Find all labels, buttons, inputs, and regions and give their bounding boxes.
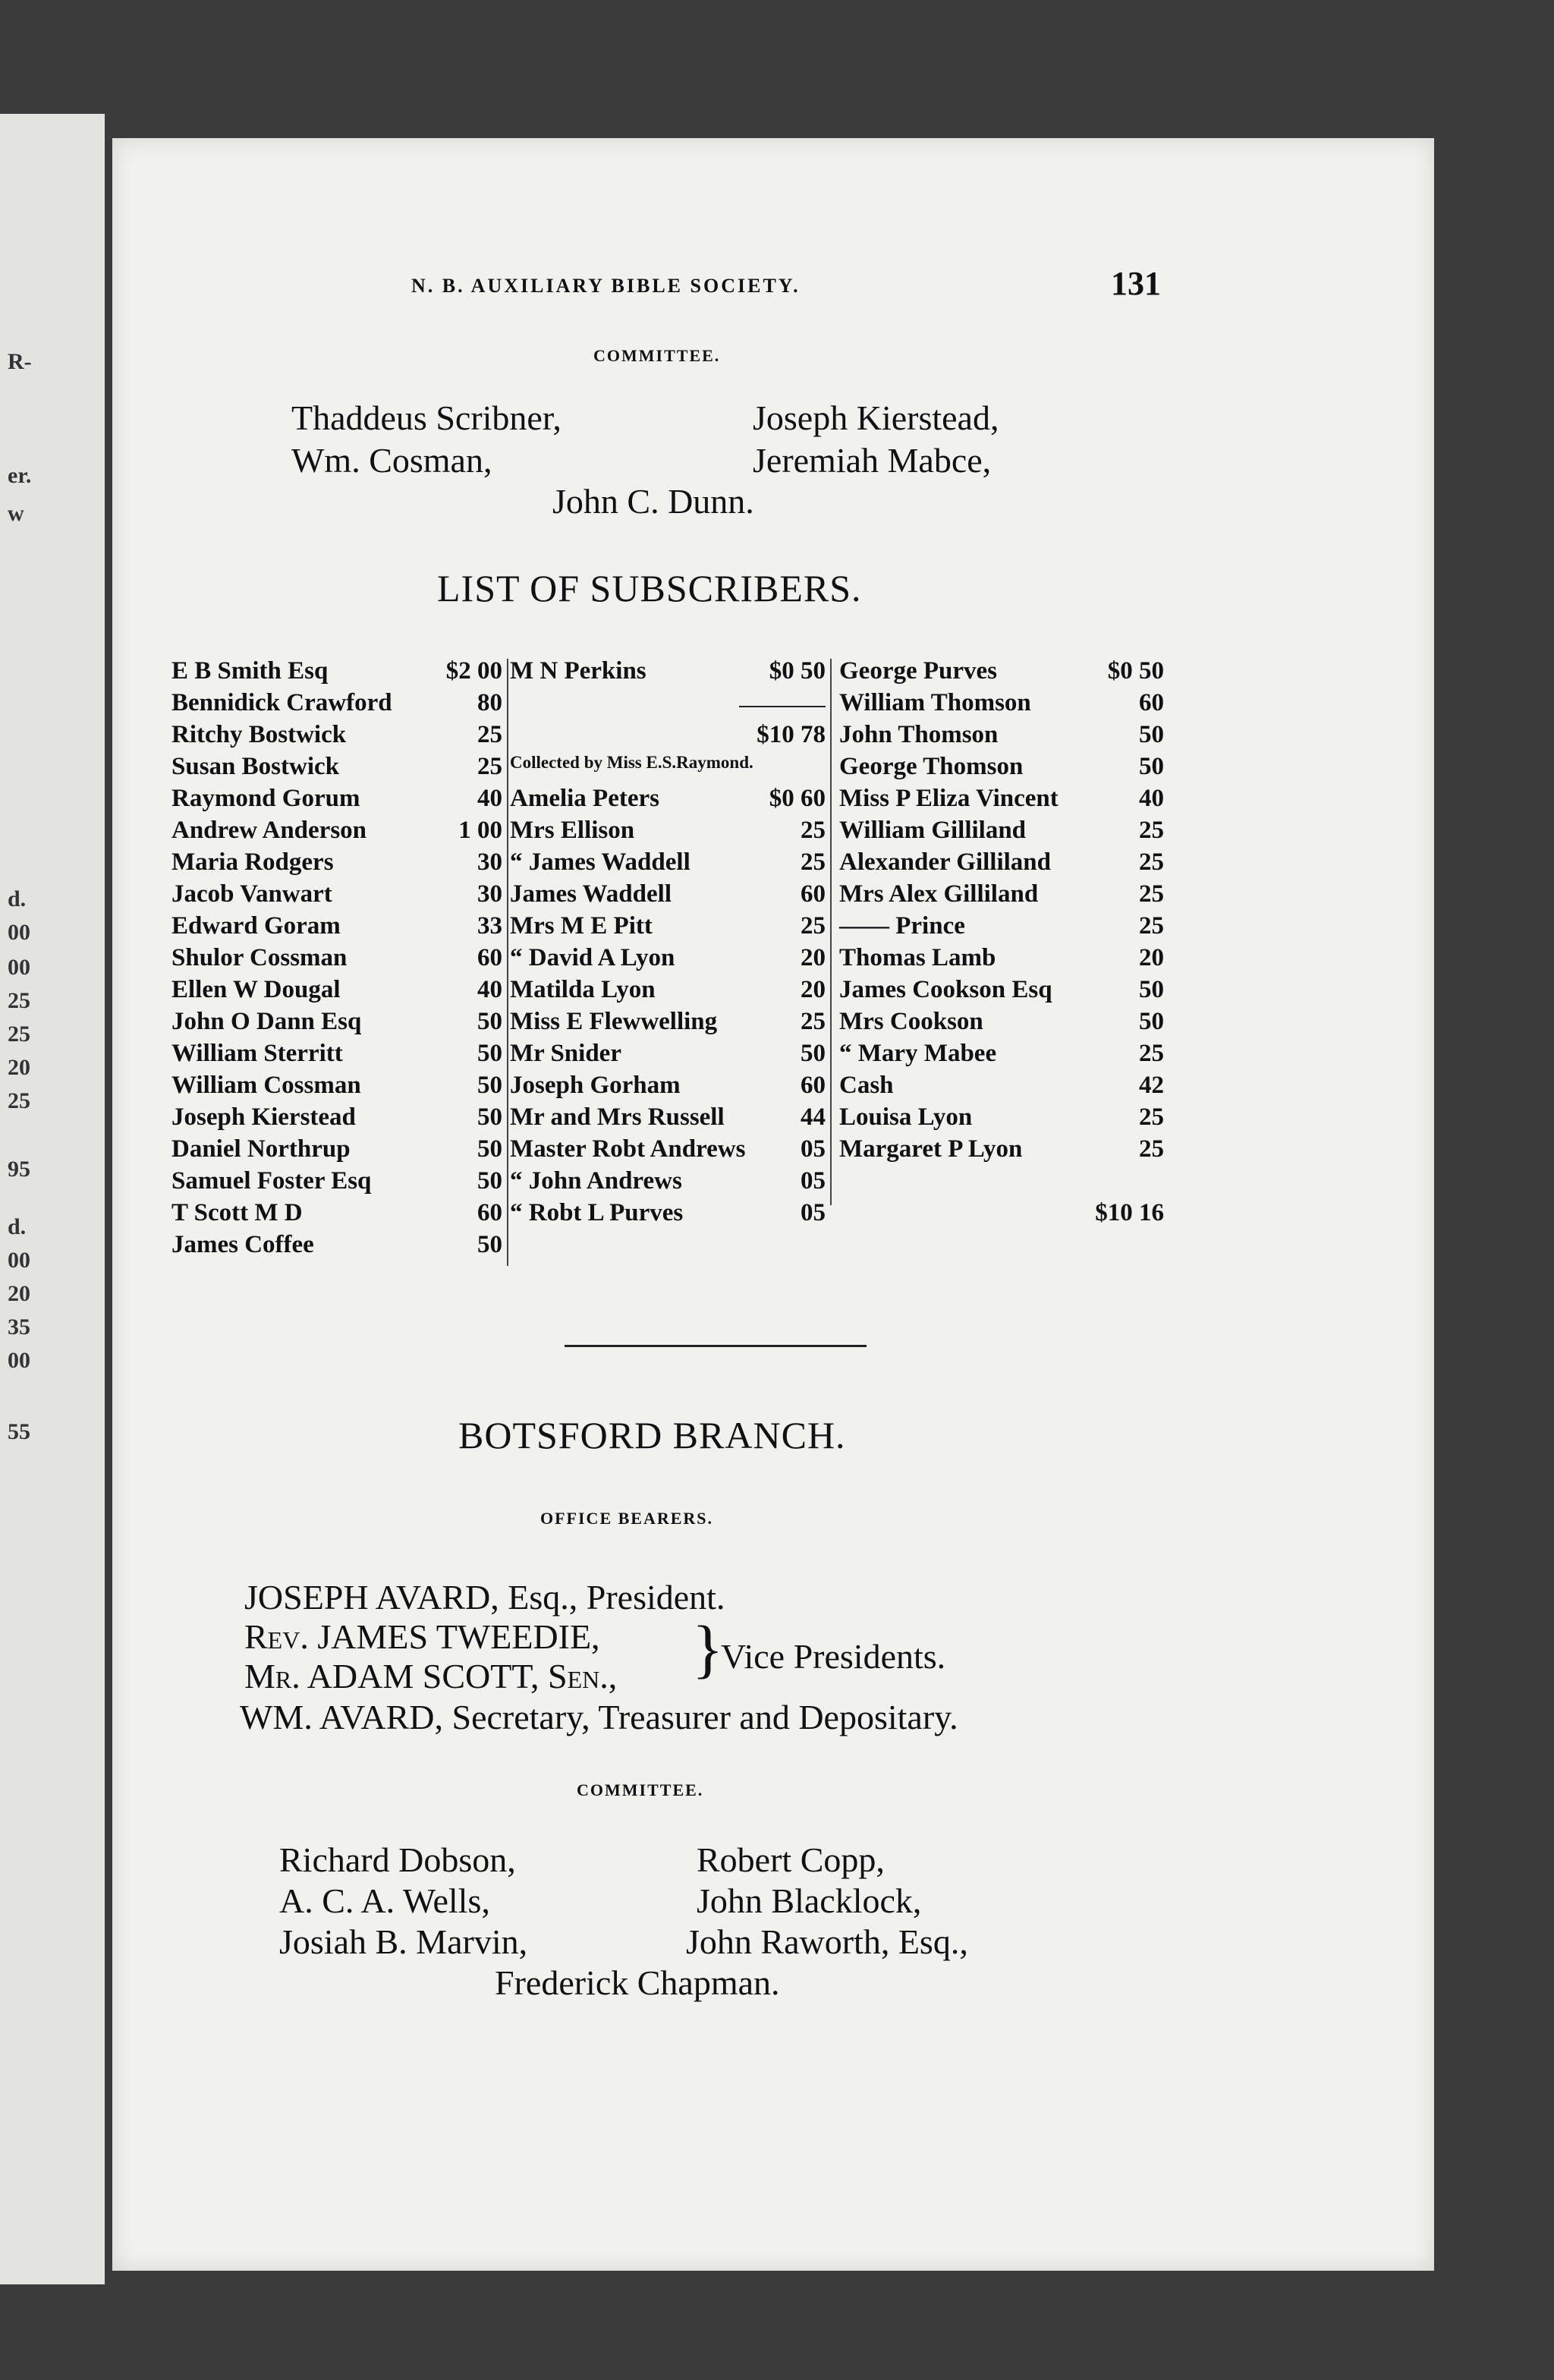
subscriber-row	[839, 1103, 1164, 1135]
office-bearer-line: JOSEPH AVARD, Esq., President.	[244, 1578, 725, 1617]
subscriber-row	[510, 1072, 826, 1103]
subscriber-amount: 50	[477, 1072, 502, 1099]
subscriber-name: Mrs M E Pitt	[510, 912, 653, 940]
subscriber-name: Samuel Foster Esq	[171, 1167, 372, 1195]
committee-member: Thaddeus Scribner,	[291, 398, 562, 437]
subscriber-name: Daniel Northrup	[171, 1135, 351, 1163]
fragment: 00	[8, 955, 30, 980]
section-divider	[565, 1345, 867, 1347]
subscriber-amount: 25	[1139, 912, 1164, 940]
subscriber-amount: 25	[801, 848, 826, 876]
subscriber-row	[171, 1167, 502, 1199]
subscriber-name: James Waddell	[510, 880, 672, 908]
fragment: d.	[8, 886, 27, 911]
subscriber-amount: 50	[801, 1040, 826, 1067]
subscriber-amount: 50	[477, 1103, 502, 1131]
total-row	[839, 1199, 1164, 1231]
subscriber-row	[839, 848, 1164, 880]
vice-presidents-label: Vice Presidents.	[721, 1637, 946, 1676]
subscriber-row	[510, 944, 826, 976]
subscriber-row	[839, 1008, 1164, 1040]
branch-heading: BOTSFORD BRANCH.	[458, 1414, 846, 1456]
committee-member: John Blacklock,	[697, 1881, 922, 1920]
committee-member: Joseph Kierstead,	[753, 398, 999, 437]
column-divider	[830, 659, 832, 1205]
subscriber-row	[839, 976, 1164, 1008]
subscriber-name: E B Smith Esq	[171, 657, 329, 685]
subscriber-name: William Gilliland	[839, 817, 1027, 844]
subscriber-name: Master Robt Andrews	[510, 1135, 746, 1163]
subscriber-row	[510, 1135, 826, 1167]
subscriber-name: Ritchy Bostwick	[171, 721, 347, 748]
committee-member: Josiah B. Marvin,	[279, 1922, 528, 1961]
committee-member: John Raworth, Esq.,	[686, 1922, 968, 1961]
subscriber-row	[839, 944, 1164, 976]
subscriber-row	[510, 1008, 826, 1040]
subscriber-row	[510, 848, 826, 880]
subscriber-amount: 50	[1139, 976, 1164, 1003]
subscriber-amount: 50	[477, 1008, 502, 1035]
subscriber-name: “ David A Lyon	[510, 944, 675, 971]
subscriber-name: Matilda Lyon	[510, 976, 656, 1003]
subscriber-name: James Cookson Esq	[839, 976, 1052, 1003]
subscriber-amount: 20	[801, 976, 826, 1003]
subscriber-name: William Thomson	[839, 689, 1031, 716]
page-number: 131	[1111, 265, 1161, 302]
office-bearer-line: WM. AVARD, Secretary, Treasurer and Depositary.	[240, 1698, 958, 1736]
fragment: 00	[8, 1248, 30, 1273]
subscriber-name: Miss P Eliza Vincent	[839, 785, 1059, 812]
subscriber-row	[171, 1072, 502, 1103]
subscriber-name: Ellen W Dougal	[171, 976, 341, 1003]
subscriber-name: Mrs Alex Gilliland	[839, 880, 1039, 908]
subscriber-name: Maria Rodgers	[171, 848, 334, 876]
subscriber-row	[510, 976, 826, 1008]
subscriber-row	[171, 848, 502, 880]
subscriber-row	[510, 912, 826, 944]
fragment: 20	[8, 1281, 30, 1306]
subscriber-amount: 25	[1139, 1135, 1164, 1163]
subscriber-row	[839, 912, 1164, 944]
subscriber-row	[171, 689, 502, 721]
subscriber-amount: $0 60	[769, 785, 826, 812]
subscriber-row	[171, 1199, 502, 1231]
fragment: 00	[8, 920, 30, 945]
subscriber-amount: 50	[1139, 721, 1164, 748]
subscriber-row	[171, 785, 502, 817]
subscriber-row	[171, 976, 502, 1008]
committee-heading: COMMITTEE.	[593, 346, 721, 365]
subscriber-amount: 25	[801, 817, 826, 844]
subscriber-row	[171, 1008, 502, 1040]
subscriber-name: Edward Goram	[171, 912, 341, 940]
subscriber-amount: 40	[1139, 785, 1164, 812]
subscribers-heading: LIST OF SUBSCRIBERS.	[437, 567, 862, 609]
subscriber-name: John Thomson	[839, 721, 999, 748]
subscriber-amount: 20	[801, 944, 826, 971]
subscriber-amount: $0 50	[769, 657, 826, 685]
subscriber-amount: 25	[1139, 1103, 1164, 1131]
subscriber-row	[171, 1103, 502, 1135]
subscriber-row	[510, 880, 826, 912]
subscriber-name: Jacob Vanwart	[171, 880, 332, 908]
fragment: d.	[8, 1214, 27, 1239]
fragment: 00	[8, 1348, 30, 1373]
collector-label: Collected by Miss E.S.Raymond.	[510, 753, 753, 772]
subscriber-amount: 25	[477, 721, 502, 748]
subscriber-name: “ Robt L Purves	[510, 1199, 684, 1226]
subscriber-name: Cash	[839, 1072, 894, 1099]
fragment: w	[8, 501, 24, 526]
fragment: 55	[8, 1419, 30, 1444]
brace-icon: }	[692, 1612, 724, 1685]
committee-member: Jeremiah Mabce,	[753, 441, 992, 480]
subscriber-amount: $2 00	[445, 657, 502, 685]
subscriber-name: John O Dann Esq	[171, 1008, 362, 1035]
subscriber-row	[171, 944, 502, 976]
subscriber-amount: 44	[801, 1103, 826, 1131]
subscriber-amount: 50	[1139, 753, 1164, 780]
office-bearer-line: Rev. JAMES TWEEDIE,	[244, 1617, 600, 1656]
subscriber-row	[171, 753, 502, 785]
subscriber-row	[510, 1040, 826, 1072]
subscriber-row	[510, 1167, 826, 1199]
subscriber-row	[171, 657, 502, 689]
adjacent-page-edge	[0, 114, 105, 2284]
subscriber-name: Alexander Gilliland	[839, 848, 1052, 876]
subscriber-name: Shulor Cossman	[171, 944, 348, 971]
subscriber-name: Margaret P Lyon	[839, 1135, 1023, 1163]
subscriber-name: William Cossman	[171, 1072, 361, 1099]
subscriber-row	[839, 1072, 1164, 1103]
subtotal-amount: $10 78	[757, 721, 826, 748]
subscriber-row	[839, 1167, 1164, 1199]
subscriber-amount: 25	[801, 912, 826, 940]
subscriber-name: Thomas Lamb	[839, 944, 996, 971]
subscriber-name: William Sterritt	[171, 1040, 343, 1067]
subscriber-name: Raymond Gorum	[171, 785, 360, 812]
subscriber-name: James Coffee	[171, 1231, 314, 1258]
total-amount: $10 16	[1095, 1199, 1164, 1226]
subscriber-amount: 25	[801, 1008, 826, 1035]
subscriber-amount: 30	[477, 848, 502, 876]
subscriber-name: M N Perkins	[510, 657, 646, 685]
subscriber-name: T Scott M D	[171, 1199, 303, 1226]
collector-label-row	[510, 753, 826, 785]
subscriber-row	[839, 721, 1164, 753]
fragment: R-	[8, 349, 32, 374]
subscriber-name: —— Prince	[839, 912, 965, 940]
subscriber-row	[510, 689, 826, 721]
office-bearer-line: Mr. ADAM SCOTT, Sen.,	[244, 1657, 618, 1695]
committee-member: Richard Dobson,	[279, 1840, 516, 1879]
subtotal-rule	[739, 706, 826, 707]
committee-member: Wm. Cosman,	[291, 441, 492, 480]
subscriber-name: Amelia Peters	[510, 785, 659, 812]
fragment: 35	[8, 1314, 30, 1340]
committee-member: A. C. A. Wells,	[279, 1881, 490, 1920]
subscriber-amount: 50	[477, 1231, 502, 1258]
subscribers-column-1	[171, 657, 502, 1263]
fragment: 25	[8, 1088, 30, 1113]
subscriber-amount: 30	[477, 880, 502, 908]
subscriber-row	[171, 1231, 502, 1263]
subscriber-name: Joseph Gorham	[510, 1072, 681, 1099]
column-divider	[507, 659, 508, 1266]
subscriber-amount: 60	[1139, 689, 1164, 716]
subscriber-row	[510, 1199, 826, 1231]
subscriber-amount: 50	[477, 1040, 502, 1067]
subscriber-amount: 20	[1139, 944, 1164, 971]
committee-member: Frederick Chapman.	[495, 1963, 780, 2002]
subscriber-amount: $0 50	[1107, 657, 1164, 685]
subscriber-amount: 40	[477, 976, 502, 1003]
subscriber-name: Bennidick Crawford	[171, 689, 392, 716]
committee-heading: COMMITTEE.	[577, 1780, 704, 1799]
subscriber-name: Andrew Anderson	[171, 817, 367, 844]
subscriber-amount: 60	[801, 1072, 826, 1099]
office-bearers-heading: OFFICE BEARERS.	[540, 1509, 714, 1528]
subscriber-amount: 33	[477, 912, 502, 940]
subscriber-amount: 60	[477, 1199, 502, 1226]
subscriber-row	[510, 785, 826, 817]
subscriber-name: George Purves	[839, 657, 998, 685]
subscriber-name: Mr Snider	[510, 1040, 621, 1067]
subscriber-row	[510, 657, 826, 689]
fragment: 25	[8, 988, 30, 1013]
subscriber-amount: 60	[477, 944, 502, 971]
subscriber-name: “ John Andrews	[510, 1167, 682, 1195]
subscriber-row	[839, 753, 1164, 785]
committee-member: Robert Copp,	[697, 1840, 885, 1879]
subscriber-row	[510, 1103, 826, 1135]
subscriber-name: Louisa Lyon	[839, 1103, 973, 1131]
subscriber-row	[171, 880, 502, 912]
subscriber-row	[839, 1135, 1164, 1167]
running-title: N. B. AUXILIARY BIBLE SOCIETY.	[411, 275, 801, 297]
subscriber-name: Mrs Ellison	[510, 817, 635, 844]
subscriber-name: George Thomson	[839, 753, 1024, 780]
subscriber-amount: 25	[1139, 848, 1164, 876]
fragment: 20	[8, 1055, 30, 1080]
subscriber-row	[171, 912, 502, 944]
subscriber-row	[171, 721, 502, 753]
subscriber-amount: 25	[1139, 880, 1164, 908]
subscriber-name: “ James Waddell	[510, 848, 690, 876]
subscriber-row	[171, 1040, 502, 1072]
subtotal-row	[510, 721, 826, 753]
subscriber-amount: 80	[477, 689, 502, 716]
subscriber-row	[839, 817, 1164, 848]
subscriber-row	[171, 1135, 502, 1167]
subscriber-row	[839, 657, 1164, 689]
subscriber-amount: 05	[801, 1199, 826, 1226]
subscribers-column-3	[839, 657, 1164, 1231]
subscriber-amount: 40	[477, 785, 502, 812]
subscriber-amount: 50	[477, 1135, 502, 1163]
subscriber-name: Susan Bostwick	[171, 753, 339, 780]
subscriber-name: Miss E Flewwelling	[510, 1008, 718, 1035]
subscriber-row	[839, 785, 1164, 817]
subscriber-amount: 25	[1139, 817, 1164, 844]
subscriber-name: Mrs Cookson	[839, 1008, 983, 1035]
fragment: 25	[8, 1022, 30, 1047]
fragment: er.	[8, 463, 32, 488]
subscriber-amount: 50	[477, 1167, 502, 1195]
committee-member: John C. Dunn.	[552, 482, 754, 521]
subscriber-amount: 50	[1139, 1008, 1164, 1035]
subscriber-row	[171, 817, 502, 848]
subscriber-amount: 25	[1139, 1040, 1164, 1067]
subscriber-amount: 60	[801, 880, 826, 908]
subscriber-row	[839, 880, 1164, 912]
subscriber-name: Joseph Kierstead	[171, 1103, 356, 1131]
subscriber-amount: 05	[801, 1167, 826, 1195]
subscriber-row	[839, 689, 1164, 721]
subscriber-amount: 25	[477, 753, 502, 780]
subscriber-row	[839, 1040, 1164, 1072]
fragment: 95	[8, 1157, 30, 1182]
subscribers-column-2	[510, 657, 826, 1231]
subscriber-amount: 1 00	[458, 817, 502, 844]
subscriber-row	[510, 817, 826, 848]
subscriber-name: “ Mary Mabee	[839, 1040, 997, 1067]
subscriber-amount: 05	[801, 1135, 826, 1163]
subscriber-name: Mr and Mrs Russell	[510, 1103, 725, 1131]
subscriber-amount: 42	[1139, 1072, 1164, 1099]
